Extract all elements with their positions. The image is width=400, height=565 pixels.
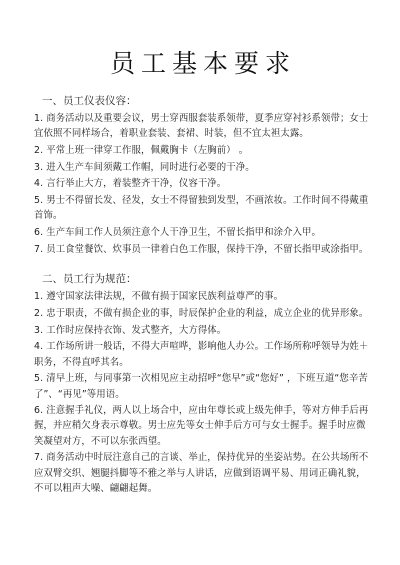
section-heading: 二、员工行为规范： bbox=[42, 273, 137, 286]
list-item: 1. 商务活动以及重要会议，男士穿西服套装系领带，夏季应穿衬衫系领带；女士宜依照不同样场合，着职业套装、套裙、时装，但不宜太袒太露。 bbox=[34, 113, 369, 140]
section-appearance bbox=[34, 94, 372, 257]
list-item: 7. 商务活动中时辰注意自己的言谈、举止，保持优异的坐姿站势。在公共场所不应双臂交织、翘腿抖脚等不雅之举与人讲话，应做到语调平易、用词正确礼貌，不可以粗声大噪、翩翩起舞。 bbox=[34, 452, 369, 494]
section-spacer bbox=[34, 258, 372, 268]
list-item: 2. 平常上班一律穿工作服，佩戴胸卡（左胸前） 。 bbox=[34, 144, 249, 156]
list-item: 3. 进入生产车间须戴工作帽，同时进行必要的干净。 bbox=[34, 161, 255, 173]
section-behavior bbox=[34, 272, 372, 496]
list-item: 6. 注意握手礼仪，两人以上场合中，应由年尊长或上级先伸手，等对方伸手后再握，并应稍欠身表示尊敬。男士应先等女士伸手后方可与女士握手。握手时应微笑凝望对方，不可以东张西望。 bbox=[34, 405, 369, 447]
list-item: 4. 言行举止大方，着装整齐干净，仪容干净。 bbox=[34, 178, 227, 190]
list-item: 1. 遵守国家法律法规，不做有损于国家民族利益尊严的事。 bbox=[34, 291, 284, 303]
list-item: 4. 工作场所讲一般话，不得大声喧哗，影响他人办公。工作场所称呼领导为姓＋职务，不得直呼其名。 bbox=[34, 341, 369, 368]
list-item: 7. 员工食堂餐饮、炊事员一律着白色工作服，保持干净，不留长指甲或涂指甲。 bbox=[34, 243, 369, 255]
list-item: 5. 清早上班，与同事第一次相见应主动招呼“您早”或“您好” ，下班互道“您辛苦了”、“再见”等用语。 bbox=[34, 373, 368, 400]
list-item: 6. 生产车间工作人员须注意个人干净卫生，不留长指甲和涂介入甲。 bbox=[34, 226, 322, 238]
list-item: 2. 忠于职责，不做有损企业的事，时辰保护企业的利益，成立企业的优异形象。 bbox=[34, 308, 369, 320]
section-heading: 一、员工仪表仪容： bbox=[42, 95, 137, 107]
list-item: 5. 男士不得留长发、径发，女士不得留独到发型，不画浓妆。工作时间不得戴重首饰。 bbox=[34, 195, 369, 222]
list-item: 3. 工作时应保持衣饰、发式整齐，大方得体。 bbox=[34, 324, 227, 336]
page-title: 员工基本要求 bbox=[109, 49, 296, 78]
